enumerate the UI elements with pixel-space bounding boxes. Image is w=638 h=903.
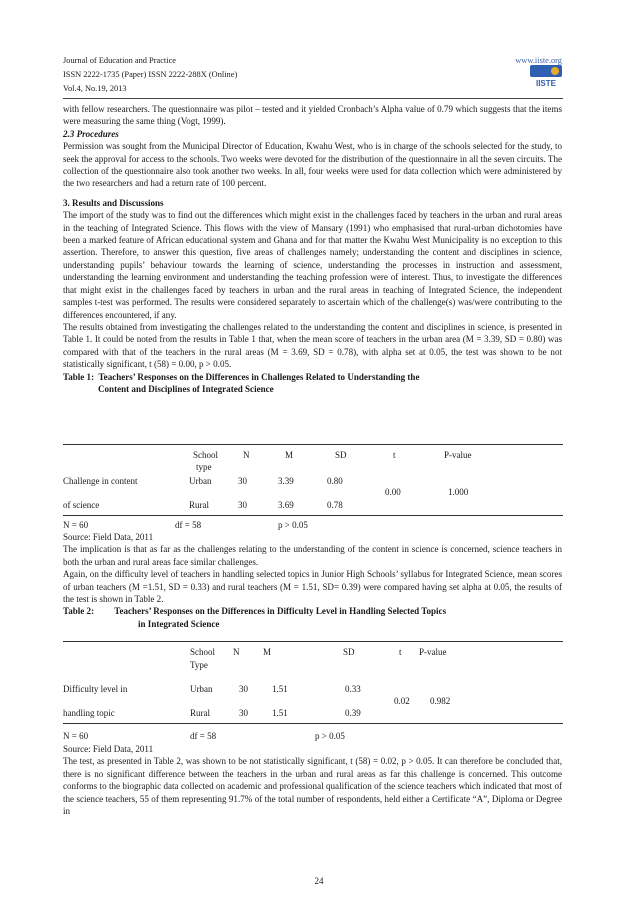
table2-header-school: School [190, 647, 216, 657]
body-block-3 [63, 743, 562, 817]
table2-label: Table 2: [63, 606, 95, 617]
table1-cell-n: 30 [238, 500, 247, 510]
table2-cell-pvalue: 0.982 [430, 696, 451, 706]
table1-bottom-rule [63, 515, 563, 516]
body-block-1 [63, 103, 562, 395]
table2-header-n: N [233, 647, 240, 657]
table1-cell-school: Urban [189, 476, 212, 486]
paragraph-results-table1: The results obtained from investigating the challenges related to the understanding the content and disciplines in science, is presented in Table 1. It could be noted from the results in Table 1 that, when the mean score of teachers in the urban area (M = 3.39, SD = 0.80) was compared with that of the teachers in the rural areas (M = 3.69, SD = 0.78), with alpha set at 0.05, the test was shown to be not statistically significant, t (58) = 0.00, p > 0.05. [63, 321, 562, 370]
table2-bottom-rule [63, 723, 563, 724]
paragraph-import: The import of the study was to find out the differences which might exist in the challenges faced by teachers in the urban and rural areas in the teaching of Integrated Science. This flows with the view of Mansary (1991) who emphasised that rural-urban dichotomies have been a marked feature of African educational system and Ghana and for that matter the Kwahu West Municipality is no exception to this assertion. Therefore, to answer this question, five areas of challenges namely; understanding the content and disciplines in science, understanding pupils’ behaviour towards the learning of science, understanding the processes in instruction and assessment, understanding the learning environment and understanding the teaching profession were of interest. Thus, to investigate the differences that might exist in the challenges faced by teachers in urban and the rural areas in teaching of Integrated Science, the independent samples t-test was performed. The results were considered separately to ascertain which of the challenge(s) was/were contributing to the differences encountered, if any. [63, 210, 562, 320]
journal-url[interactable]: www.iiste.org [515, 56, 562, 65]
table1-label: Table 1: [63, 371, 95, 382]
journal-issn: ISSN 2222-1735 (Paper) ISSN 2222-288X (Online) [63, 70, 238, 79]
table1-header-t: t [393, 450, 396, 460]
table2-foot-n: N = 60 [63, 731, 89, 741]
table2-cell-n: 30 [239, 684, 248, 694]
table1-cell-sd: 0.78 [327, 500, 343, 510]
table1-cell-m: 3.39 [278, 476, 294, 486]
table2-header-pvalue: P-value [419, 647, 447, 657]
table2-header-m: M [263, 647, 272, 657]
table1-foot-n: N = 60 [63, 520, 89, 530]
table2-cell-sd: 0.33 [345, 684, 361, 694]
table1-header-n: N [243, 450, 250, 460]
table1-title-line2: Content and Disciplines of Integrated Science [98, 383, 274, 394]
table2-row-label-cont: handling topic [63, 708, 115, 718]
table1-source: Source: Field Data, 2011 [63, 532, 154, 542]
table2-top-rule [63, 641, 563, 642]
table2-cell-m: 1.51 [272, 708, 288, 718]
table2-title-line1: Teachers’ Responses on the Differences in Difficulty Level in Handling Selected Topics [114, 606, 447, 617]
table2-cell-n: 30 [239, 708, 248, 718]
table2-cell-t: 0.02 [394, 696, 410, 706]
table1-header-m: M [285, 450, 294, 460]
table1-header-type: type [196, 462, 212, 472]
table1-cell-school: Rural [189, 500, 209, 510]
table1-foot-p: p > 0.05 [278, 520, 308, 530]
table2-row-label: Difficulty level in [63, 684, 128, 694]
heading-procedures: 2.3 Procedures [63, 128, 119, 139]
table1-cell-t: 0.00 [385, 487, 401, 497]
paragraph-difficulty: Again, on the difficulty level of teachers in handling selected topics in Junior High Schools’ syllabus for Integrated Science, mean scores of urban teachers (M =1.51, SD = 0.33) and rural teachers (M = 1.51, SD= 0.39) were compared having set alpha at 0.05, the results of the test is shown in Table 2. [63, 569, 562, 605]
table1-row-label: Challenge in content [63, 476, 138, 486]
table1-header-pvalue: P-value [444, 450, 472, 460]
table2-source: Source: Field Data, 2011 [63, 744, 154, 754]
table2-foot-df: df = 58 [190, 731, 217, 741]
table1-cell-n: 30 [238, 476, 247, 486]
paragraph-implication: The implication is that as far as the challenges relating to the understanding of the content in science is concerned, science teachers in both the urban and rural areas face similar challenges. [63, 544, 562, 567]
table2-cell-school: Urban [190, 684, 213, 694]
table2-title-line2: in Integrated Science [138, 618, 220, 629]
header-rule [63, 98, 563, 99]
table1-header-school: School [193, 450, 219, 460]
table1-cell-m: 3.69 [278, 500, 294, 510]
page-number: 24 [314, 876, 324, 886]
table1-top-rule [63, 444, 563, 445]
paragraph-reliability: with fellow researchers. The questionnaire was pilot – tested and it yielded Cronbach’s Alpha value of 0.79 which suggests that the items were measuring the same thing (Vogt, 1999). [63, 104, 562, 127]
journal-volume: Vol.4, No.19, 2013 [63, 84, 127, 93]
body-block-2 [63, 531, 562, 630]
table1-cell-pvalue: 1.000 [448, 487, 469, 497]
table2-foot-p: p > 0.05 [315, 731, 345, 741]
paragraph-conclusion: The test, as presented in Table 2, was shown to be not statistically significant, t (58) = 0.02, p > 0.05. It can therefore be concluded that, there is no significant difference between the teachers in the urban and rural areas as far this challenge is concerned. This outcome conforms to the biographic data collected on academic and professional qualification of the science teachers which indicated that most of the science teachers, 55 of them representing 91.7% of the total number of respondents, held either a Certificate “A”, Diploma or Degree in [63, 756, 562, 817]
paragraph-procedures: Permission was sought from the Municipal Director of Education, Kwahu West, who is in charge of the schools selected for the study, to seek the approval for access to the schools. Two weeks were devoted for the distribution of the questionnaire in all the seven circuits. The collection of the questionnaire also took another two weeks. In all, four weeks were used for data collection which were administered by the two researchers and had a return rate of 100 percent. [63, 141, 562, 189]
table2-header-t: t [399, 647, 402, 657]
journal-name: Journal of Education and Practice [63, 56, 177, 65]
table2-title [63, 605, 562, 617]
table1-row-label-cont: of science [63, 500, 100, 510]
table2-cell-sd: 0.39 [345, 708, 361, 718]
table1-title-line1: Teachers’ Responses on the Differences in Challenges Related to Understanding the [98, 371, 420, 382]
table2-cell-m: 1.51 [272, 684, 288, 694]
table1-foot-df: df = 58 [175, 520, 202, 530]
logo-text: IISTE [535, 79, 557, 88]
iiste-logo [528, 63, 564, 89]
table2-header-sd: SD [343, 647, 355, 657]
table1-title [63, 371, 562, 383]
table2-cell-school: Rural [190, 708, 210, 718]
table1-cell-sd: 0.80 [327, 476, 343, 486]
heading-results: 3. Results and Discussions [63, 197, 164, 208]
table2-header-type: Type [190, 660, 208, 670]
table1-header-sd: SD [335, 450, 347, 460]
